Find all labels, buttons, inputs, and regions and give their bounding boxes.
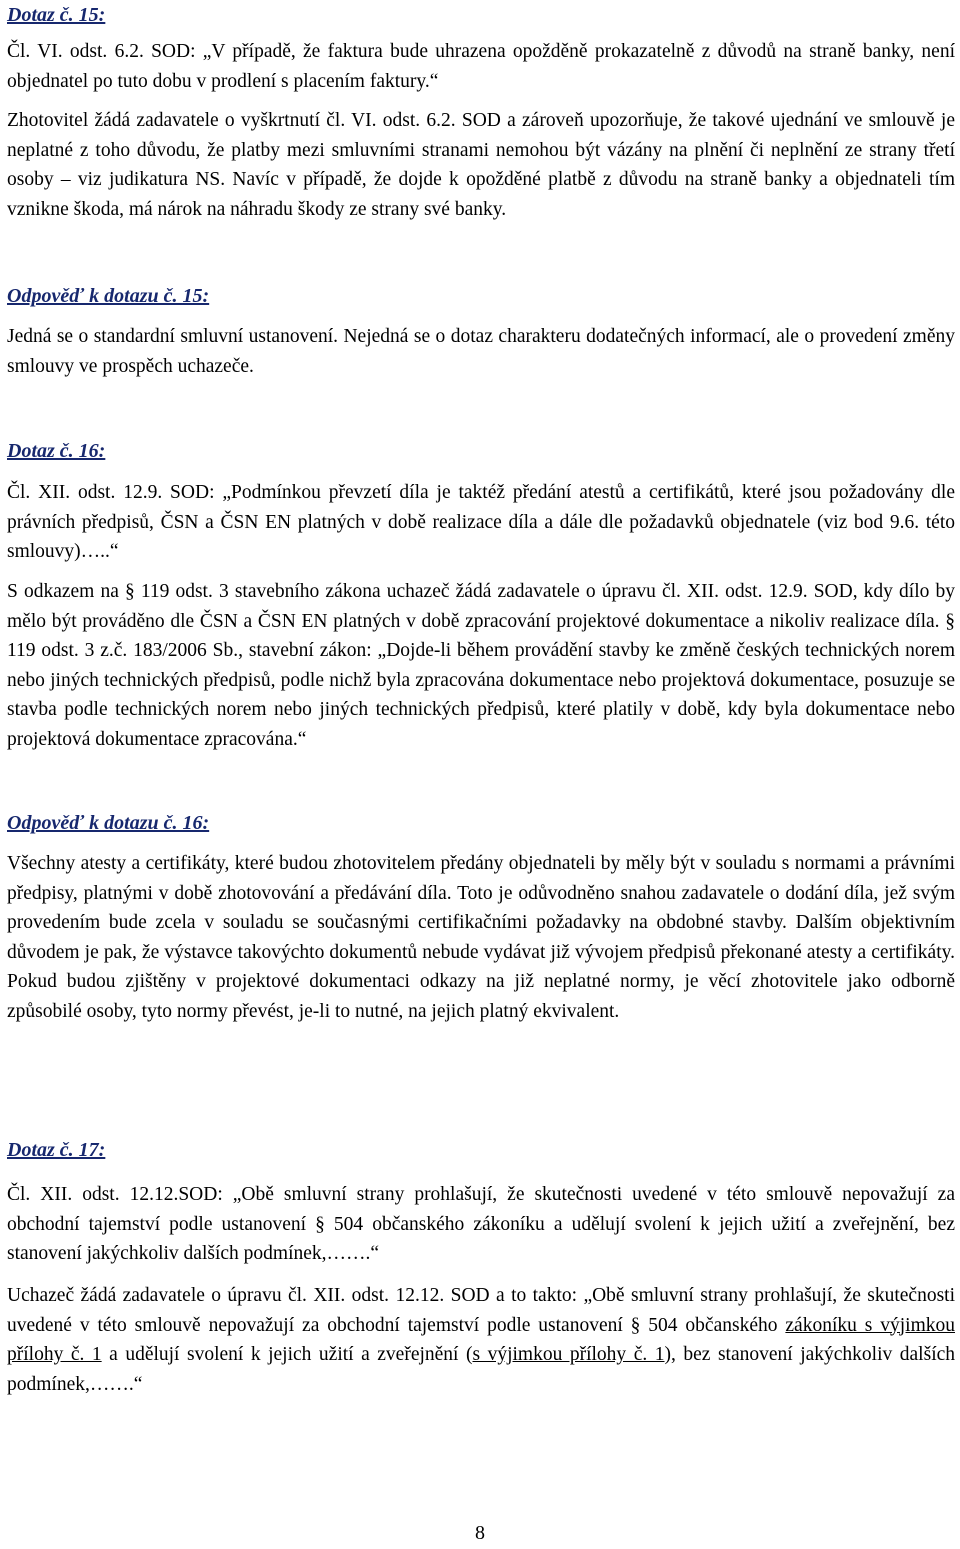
question-17-quote: Čl. XII. odst. 12.12.SOD: „Obě smluvní strany prohlašují, že skutečnosti uvedené v této smlouvě nepovažují za obchodní tajemství podle ustanovení § 504 občanského zákoníku a udělují svolení k jejich užití a zveřejnění, bez stanovení jakýchkoliv dalších podmínek,…….“ — [7, 1184, 955, 1264]
answer-16-text: Všechny atesty a certifikáty, které budou zhotovitelem předány objednateli by měly být v souladu s normami a právními předpisy, platnými v době zhotovování a předávání díla. Toto je odůvodněno snahou zadavatele o dodání díla, jež svým provedením bude zcela v souladu se současnými certifikačními požadavky na obdobné stavby. Dalším objektivním důvodem je pak, že výstavce takovýchto dokumentů nebude vydávat již vývojem předpisů překonané atesty a certifikáty. Pokud budou zjištěny v projektové dokumentaci odkazy na již neplatné normy, je věcí zhotovitele jako odborně způsobilé osoby, tyto normy převést, je-li to nutné, na jejich platný ekvivalent. — [7, 853, 955, 1022]
question-17-heading: Dotaz č. 17: — [7, 1139, 106, 1161]
page-number: 8 — [475, 1522, 485, 1544]
question-15-quote: Čl. VI. odst. 6.2. SOD: „V případě, že faktura bude uhrazena opožděně prokazatelně z důvodů na straně banky, není objednatel po tuto dobu v prodlení s placením faktury.“ — [7, 41, 955, 92]
question-16-request: S odkazem na § 119 odst. 3 stavebního zákona uchazeč žádá zadavatele o úpravu čl. XII. odst. 12.9. SOD, kdy dílo by mělo být prováděno dle ČSN a ČSN EN platných v době zpracování projektové dokumentace a nikoliv realizace díla. § 119 odst. 3 z.č. 183/2006 Sb., stavební zákon: „Dojde-li během provádění stavby ke změně českých technických norem nebo jiných technických předpisů, podle nichž byla zpracována dokumentace nebo projektová dokumentace, posuzuje se stavba podle technických norem nebo jiných technických předpisů, které platily v době, kdy byla dokumentace nebo projektová dokumentace zpracována.“ — [7, 581, 955, 750]
underlined-exception-2: s výjimkou přílohy č. 1 — [472, 1344, 665, 1365]
answer-15-heading: Odpověď k dotazu č. 15: — [7, 285, 210, 307]
question-17-request — [7, 1281, 955, 1399]
request-text-1: Uchazeč žádá zadavatele o úpravu čl. XII. odst. 12.12. SOD a to takto: „Obě smluvní strany prohlašují, že skutečnosti uvedené v této smlouvě nepovažují za obchodní tajemství podle ustanovení § 504 občanského — [7, 1285, 955, 1336]
question-15-heading: Dotaz č. 15: — [7, 4, 106, 26]
question-16-heading: Dotaz č. 16: — [7, 440, 106, 462]
answer-16-heading: Odpověď k dotazu č. 16: — [7, 812, 210, 834]
underlined-exception-1: zákoníku s výjimkou přílohy č. 1 — [7, 1314, 955, 1365]
question-16-quote: Čl. XII. odst. 12.9. SOD: „Podmínkou převzetí díla je taktéž předání atestů a certifikátů, které jsou požadovány dle právních předpisů, ČSN a ČSN EN platných v době realizace díla a dále dle požadavků objednatele (viz bod 9.6. této smlouvy)…..“ — [7, 482, 955, 562]
question-15-request: Zhotovitel žádá zadavatele o vyškrtnutí čl. VI. odst. 6.2. SOD a zároveň upozorňuje, že takové ujednání ve smlouvě je neplatné z toho důvodu, že platby mezi smluvními stranami nemohou být vázány na plnění či neplnění ze strany třetí osoby – viz judikatura NS. Navíc v případě, že dojde k opožděné platbě z důvodu na straně banky a objednateli tím vznikne škoda, má nárok na náhradu škody ze strany své banky. — [7, 110, 955, 220]
request-text-3: ), bez stanovení jakýchkoliv dalších podmínek,…….“ — [7, 1344, 956, 1395]
answer-15-text: Jedná se o standardní smluvní ustanovení. Nejedná se o dotaz charakteru dodatečných informací, ale o provedení změny smlouvy ve prospěch uchazeče. — [7, 326, 955, 377]
request-text-2: a udělují svolení k jejich užití a zveřejnění ( — [101, 1344, 473, 1365]
